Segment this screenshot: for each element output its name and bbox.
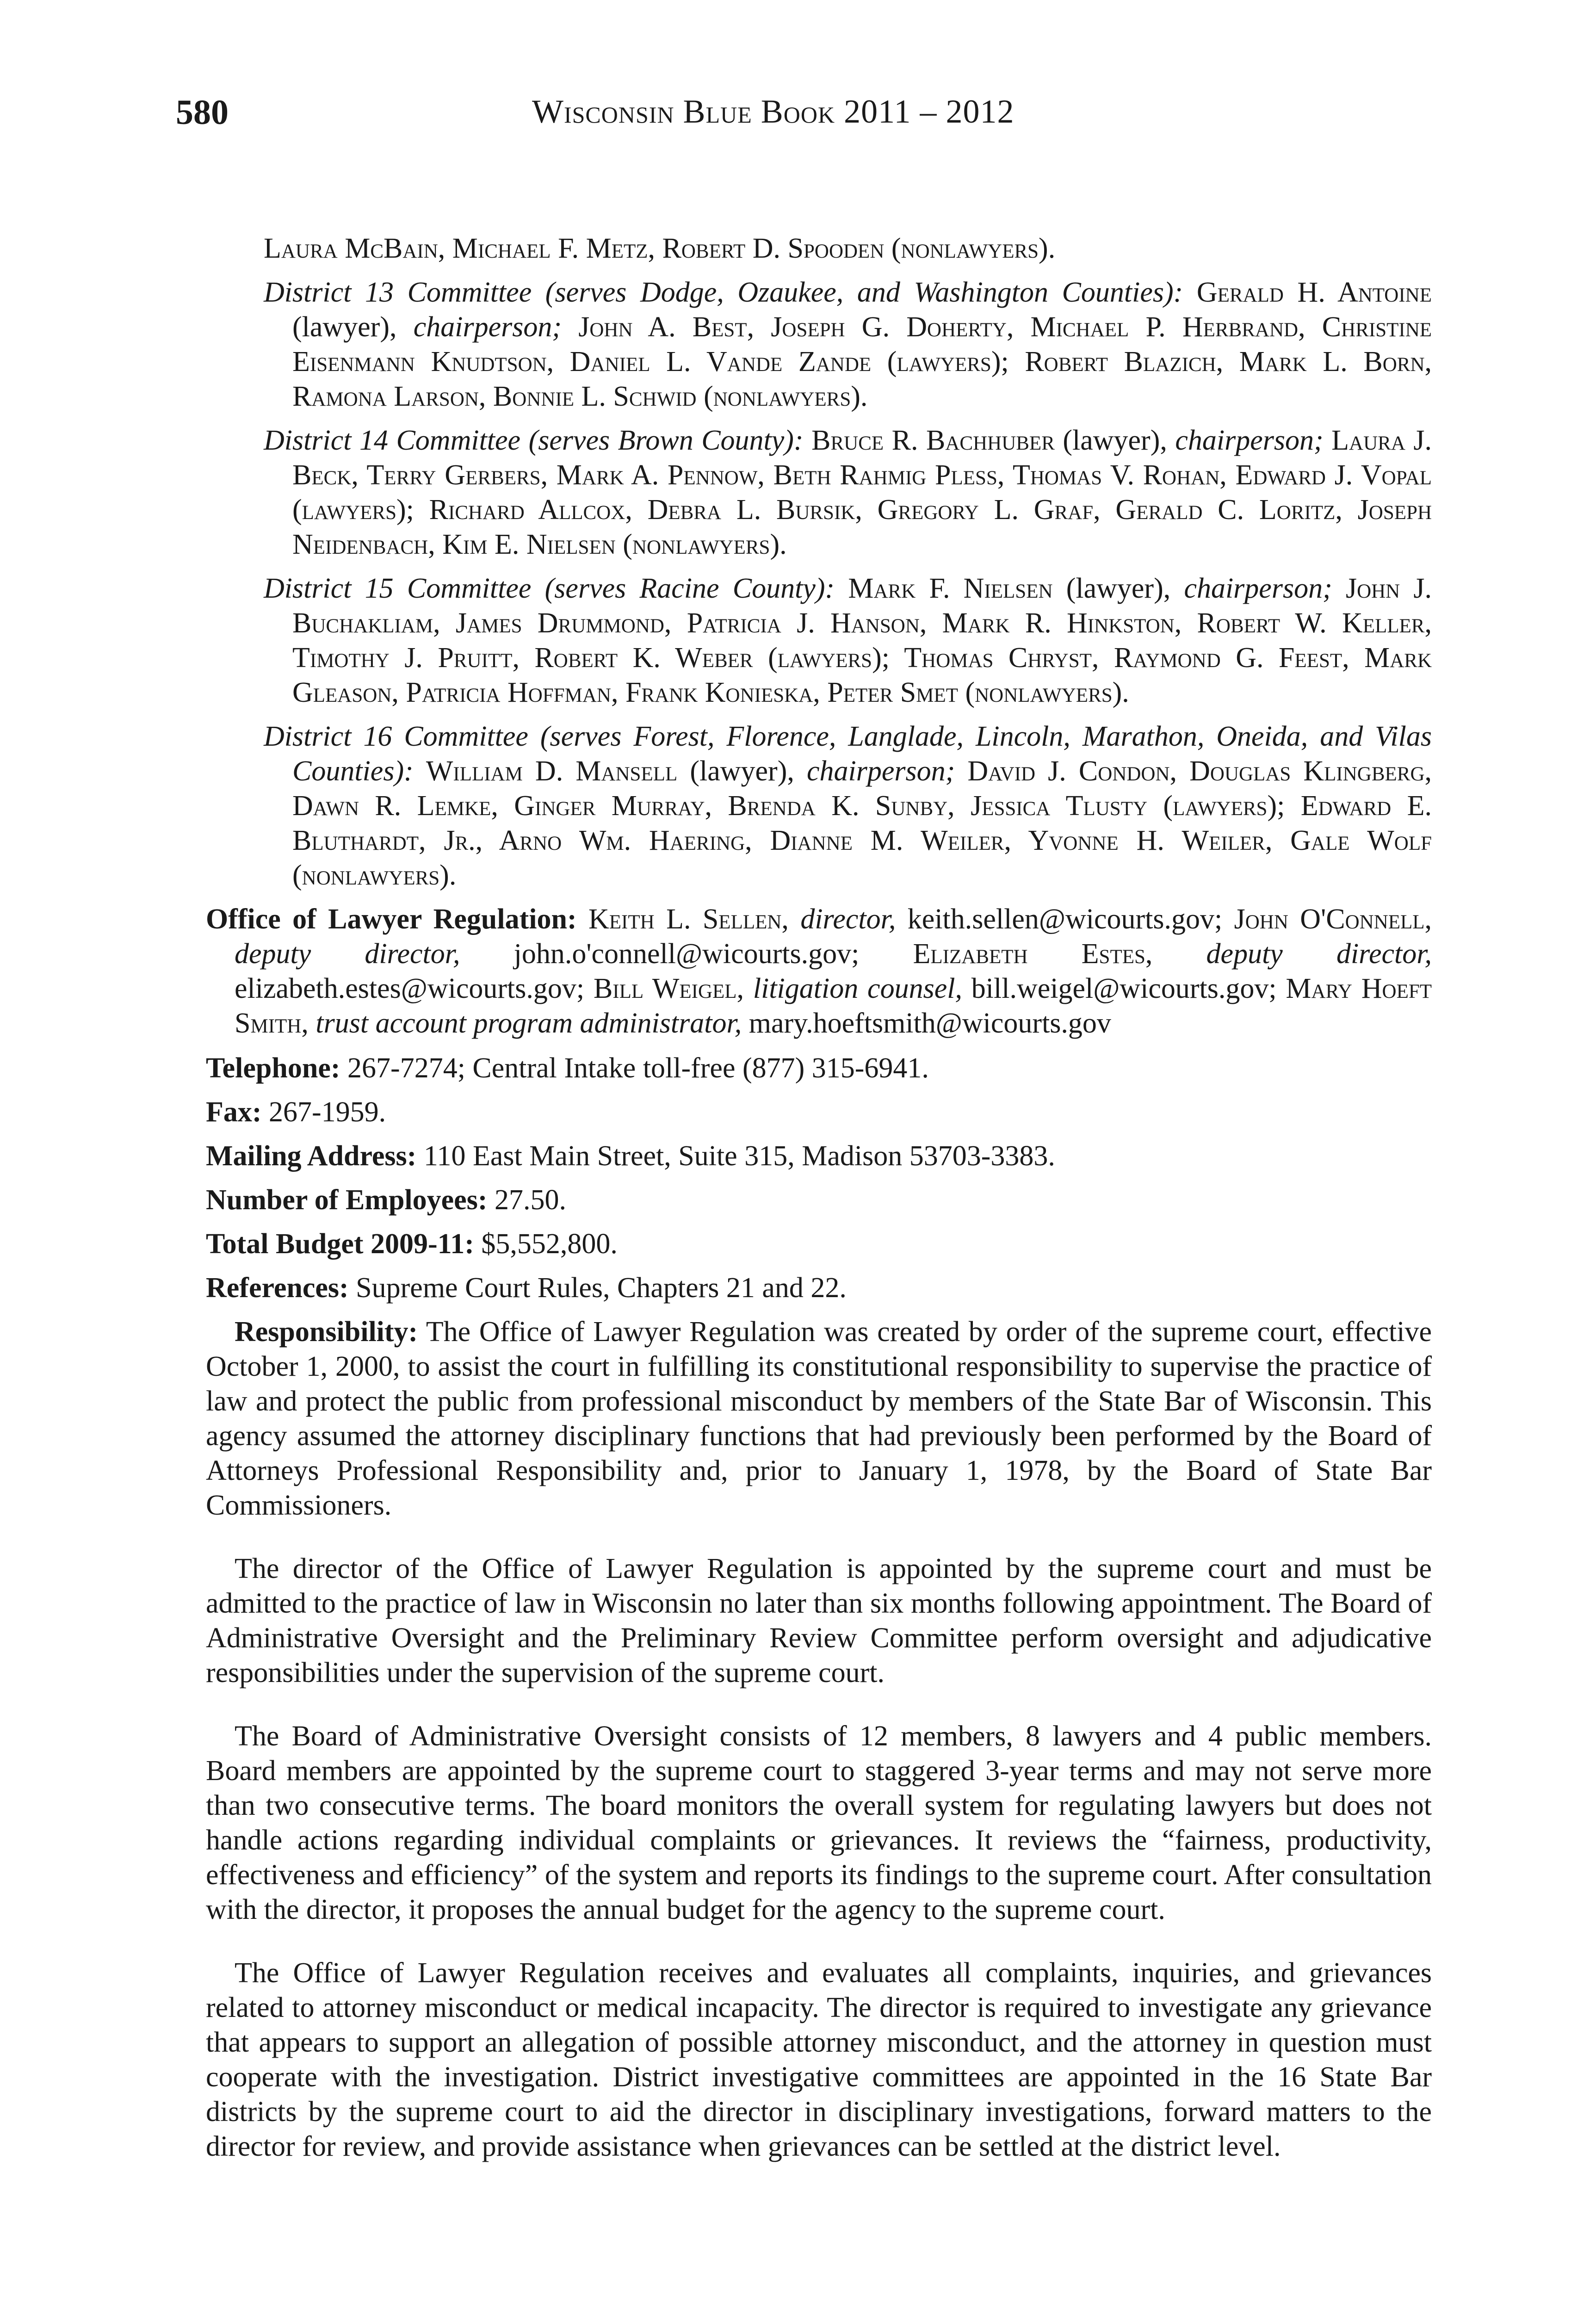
employees-label: Number of Employees:: [206, 1184, 488, 1216]
olr-counsel-email: bill.weigel@wicourts.gov;: [971, 973, 1277, 1004]
district-13-chair-title: chairperson;: [413, 311, 562, 343]
district-16-label: District 16 Committee (serves Forest, Florence, Langlade, Lincoln, Marathon, Oneida, and Vilas Counties):: [264, 721, 1432, 787]
investigation-paragraph: The Office of Lawyer Regulation receives and evaluates all complaints, inquiries, and grievances related to attorney misconduct or medical incapacity. The director is required to investigate any grievance that appears to support an allegation of possible attorney misconduct, and the attorney in question must cooperate with the investigation. District investigative committees are appointed in the 16 State Bar districts by the supreme court to aid the director in disciplinary investigations, forward matters to the director for review, and provide assistance when grievances can be settled at the district level.: [206, 1957, 1432, 2162]
district-15-chair-name: Mark F. Nielsen: [848, 573, 1053, 604]
mailing-address-label: Mailing Address:: [206, 1140, 417, 1172]
district-16-chair-role: (lawyer),: [690, 755, 794, 787]
district-12-members: Laura McBain, Michael F. Metz, Robert D. Spooden (nonlawyers).: [264, 233, 1056, 264]
responsibility-text: The Office of Lawyer Regulation was created by order of the supreme court, effective October 1, 2000, to assist the court in fulfilling its constitutional responsibility to supervise the practice of law and protect the public from professional misconduct by members of the State Bar of Wisconsin. This agency assumed the attorney disciplinary functions that had previously been performed by the Board of Attorneys Professional Responsibility and, prior to January 1, 1978, by the Board of State Bar Commissioners.: [206, 1316, 1432, 1521]
olr-deputy1-title: deputy director,: [235, 938, 460, 970]
budget-value: $5,552,800.: [481, 1228, 618, 1260]
references-field: [206, 1271, 1432, 1305]
telephone-value: 267-7274; Central Intake toll-free (877) 315-6941.: [347, 1052, 929, 1084]
fax-field: [206, 1095, 1432, 1130]
district-15-members: John J. Buchakliam, James Drummond, Patricia J. Hanson, Mark R. Hinkston, Robert W. Keller, Timothy J. Pruitt, Robert K. Weber (lawyers); Thomas Chryst, Raymond G. Feest, Mark Gleason, Patricia Hoffman, Frank Konieska, Peter Smet (nonlawyers).: [292, 573, 1432, 708]
responsibility-paragraph: [206, 1315, 1432, 1523]
budget-label: Total Budget 2009-11:: [206, 1228, 474, 1260]
olr-deputy2-name: Elizabeth Estes,: [913, 938, 1153, 970]
references-label: References:: [206, 1272, 349, 1304]
employees-field: [206, 1183, 1432, 1218]
district-13-members: John A. Best, Joseph G. Doherty, Michael P. Herbrand, Christine Eisenmann Knudtson, Daniel L. Vande Zande (lawyers); Robert Blazich, Mark L. Born, Ramona Larson, Bonnie L. Schwid (nonlawyers).: [292, 311, 1432, 412]
mailing-address-field: [206, 1139, 1432, 1174]
employees-value: 27.50.: [494, 1184, 566, 1216]
telephone-field: [206, 1051, 1432, 1086]
district-15-chair-role: (lawyer),: [1066, 573, 1171, 604]
district-14-members: Laura J. Beck, Terry Gerbers, Mark A. Pennow, Beth Rahmig Pless, Thomas V. Rohan, Edward J. Vopal (lawyers); Richard Allcox, Debra L. Bursik, Gregory L. Graf, Gerald C. Loritz, Joseph Neidenbach, Kim E. Nielsen (nonlawyers).: [292, 425, 1432, 560]
district-16-members: David J. Condon, Douglas Klingberg, Dawn R. Lemke, Ginger Murray, Brenda K. Sunby, Jessica Tlusty (lawyers); Edward E. Bluthardt, Jr., Arno Wm. Haering, Dianne M. Weiler, Yvonne H. Weiler, Gale Wolf (nonlawyers).: [292, 755, 1432, 891]
olr-deputy2-email: elizabeth.estes@wicourts.gov;: [235, 973, 585, 1004]
page-number: 580: [176, 93, 229, 132]
district-13-label: District 13 Committee (serves Dodge, Ozaukee, and Washington Counties):: [264, 277, 1183, 308]
district-16-entry: [264, 719, 1432, 893]
olr-trust-admin-email: mary.hoeftsmith@wicourts.gov: [749, 1008, 1111, 1039]
district-14-chair-role: (lawyer),: [1063, 425, 1167, 456]
olr-staff-entry: [206, 902, 1432, 1041]
olr-label: Office of Lawyer Regulation:: [206, 903, 577, 935]
district-13-chair-role: (lawyer),: [292, 311, 397, 343]
district-14-chair-title: chairperson;: [1175, 425, 1324, 456]
fax-value: 267-1959.: [269, 1096, 386, 1128]
olr-director-name: Keith L. Sellen,: [588, 903, 789, 935]
olr-director-email: keith.sellen@wicourts.gov;: [907, 903, 1223, 935]
mailing-address-value: 110 East Main Street, Suite 315, Madison 53703-3383.: [423, 1140, 1055, 1172]
olr-counsel-title: litigation counsel,: [753, 973, 962, 1004]
olr-trust-admin-title: trust account program administrator,: [315, 1008, 742, 1039]
olr-deputy1-email: john.o'connell@wicourts.gov;: [513, 938, 860, 970]
district-14-chair-name: Bruce R. Bachhuber: [811, 425, 1055, 456]
olr-deputy1-name: John O'Connell,: [1234, 903, 1432, 935]
responsibility-label: Responsibility:: [235, 1316, 418, 1348]
olr-trust-admin-name: Mary Hoeft Smith,: [235, 973, 1432, 1039]
district-14-entry: [264, 423, 1432, 562]
district-13-chair-name: Gerald H. Antoine: [1196, 277, 1432, 308]
district-15-chair-title: chairperson;: [1184, 573, 1332, 604]
fax-label: Fax:: [206, 1096, 262, 1128]
district-15-label: District 15 Committee (serves Racine County):: [264, 573, 835, 604]
olr-counsel-name: Bill Weigel,: [593, 973, 744, 1004]
district-12-continuation: [264, 231, 1432, 266]
district-13-entry: [264, 275, 1432, 414]
district-14-label: District 14 Committee (serves Brown County):: [264, 425, 804, 456]
page-content: [206, 231, 1432, 2174]
board-paragraph: The Board of Administrative Oversight consists of 12 members, 8 lawyers and 4 public members. Board members are appointed by the supreme court to staggered 3-year terms and may not serve more than two consecutive terms. The board monitors the overall system for regulating lawyers but does not handle actions regarding individual complaints or grievances. It reviews the “fairness, productivity, effectiveness and efficiency” of the system and reports its findings to the supreme court. After consultation with the director, it proposes the annual budget for the agency to the supreme court.: [206, 1720, 1432, 1925]
running-head: Wisconsin Blue Book 2011 – 2012: [532, 93, 1015, 130]
district-16-chair-name: William D. Mansell: [426, 755, 678, 787]
olr-deputy2-title: deputy director,: [1206, 938, 1432, 970]
telephone-label: Telephone:: [206, 1052, 340, 1084]
olr-director-title: director,: [800, 903, 896, 935]
references-value: Supreme Court Rules, Chapters 21 and 22.: [356, 1272, 847, 1304]
director-paragraph: The director of the Office of Lawyer Regulation is appointed by the supreme court and must be admitted to the practice of law in Wisconsin no later than six months following appointment. The Board of Administrative Oversight and the Preliminary Review Committee perform oversight and adjudicative responsibilities under the supervision of the supreme court.: [206, 1553, 1432, 1688]
district-16-chair-title: chairperson;: [806, 755, 955, 787]
budget-field: [206, 1227, 1432, 1262]
district-15-entry: [264, 571, 1432, 710]
